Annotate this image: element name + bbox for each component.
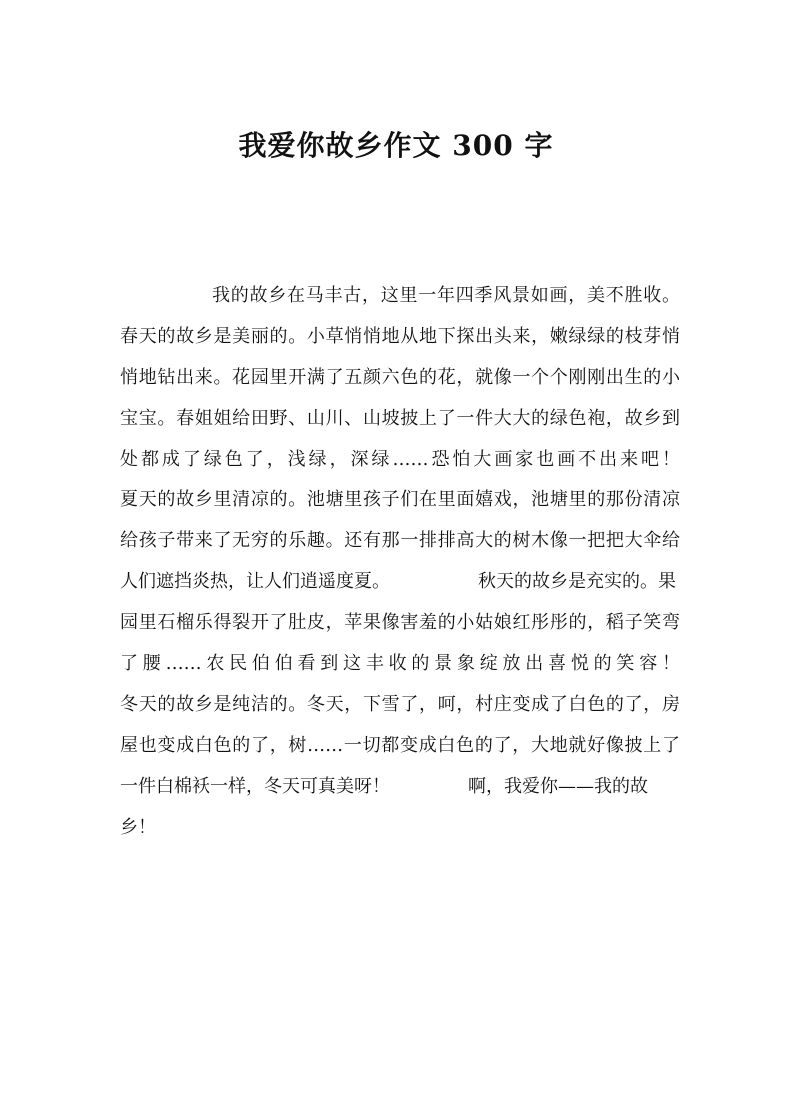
text-line [120, 276, 680, 317]
text-segment: 秋天的故乡是充实的。果 [478, 571, 676, 593]
text-line: 冬天的故乡是纯洁的。冬天，下雪了，呵，村庄变成了白色的了，房 [120, 693, 680, 715]
text-line: 了腰……农民伯伯看到这丰收的景象绽放出喜悦的笑容！ [120, 653, 680, 675]
text-segment: 人们遮挡炎热，让人们逍遥度夏。 [120, 571, 390, 593]
text-line: 夏天的故乡里清凉的。池塘里孩子们在里面嬉戏，池塘里的那份清凉 [120, 489, 680, 511]
text-line: 园里石榴乐得裂开了肚皮，苹果像害羞的小姑娘红彤彤的，稻子笑弯 [120, 612, 680, 634]
text-line [120, 767, 680, 808]
text-line: 悄地钻出来。花园里开满了五颜六色的花，就像一个个刚刚出生的小 [120, 366, 680, 388]
essay-body [120, 276, 680, 848]
text-segment: 啊，我爱你——我的故 [468, 775, 648, 797]
text-line: 处都成了绿色了，浅绿，深绿……恐怕大画家也画不出来吧！ [120, 448, 680, 470]
text-line: 乡！ [120, 816, 156, 838]
text-segment: 一件白棉袄一样，冬天可真美呀！ [120, 775, 390, 797]
text-line: 宝宝。春姐姐给田野、山川、山坡披上了一件大大的绿色袍，故乡到 [120, 407, 680, 429]
text-line: 春天的故乡是美丽的。小草悄悄地从地下探出头来，嫩绿绿的枝芽悄 [120, 325, 680, 347]
text-line [120, 562, 680, 603]
text-line: 给孩子带来了无穷的乐趣。还有那一排排高大的树木像一把把大伞给 [120, 530, 680, 552]
document-title: 我爱你故乡作文 300 字 [238, 129, 554, 162]
text-line: 屋也变成白色的了，树……一切都变成白色的了，大地就好像披上了 [120, 734, 680, 756]
text-segment: 我的故乡在马丰古，这里一年四季风景如画，美不胜收。 [212, 285, 680, 306]
